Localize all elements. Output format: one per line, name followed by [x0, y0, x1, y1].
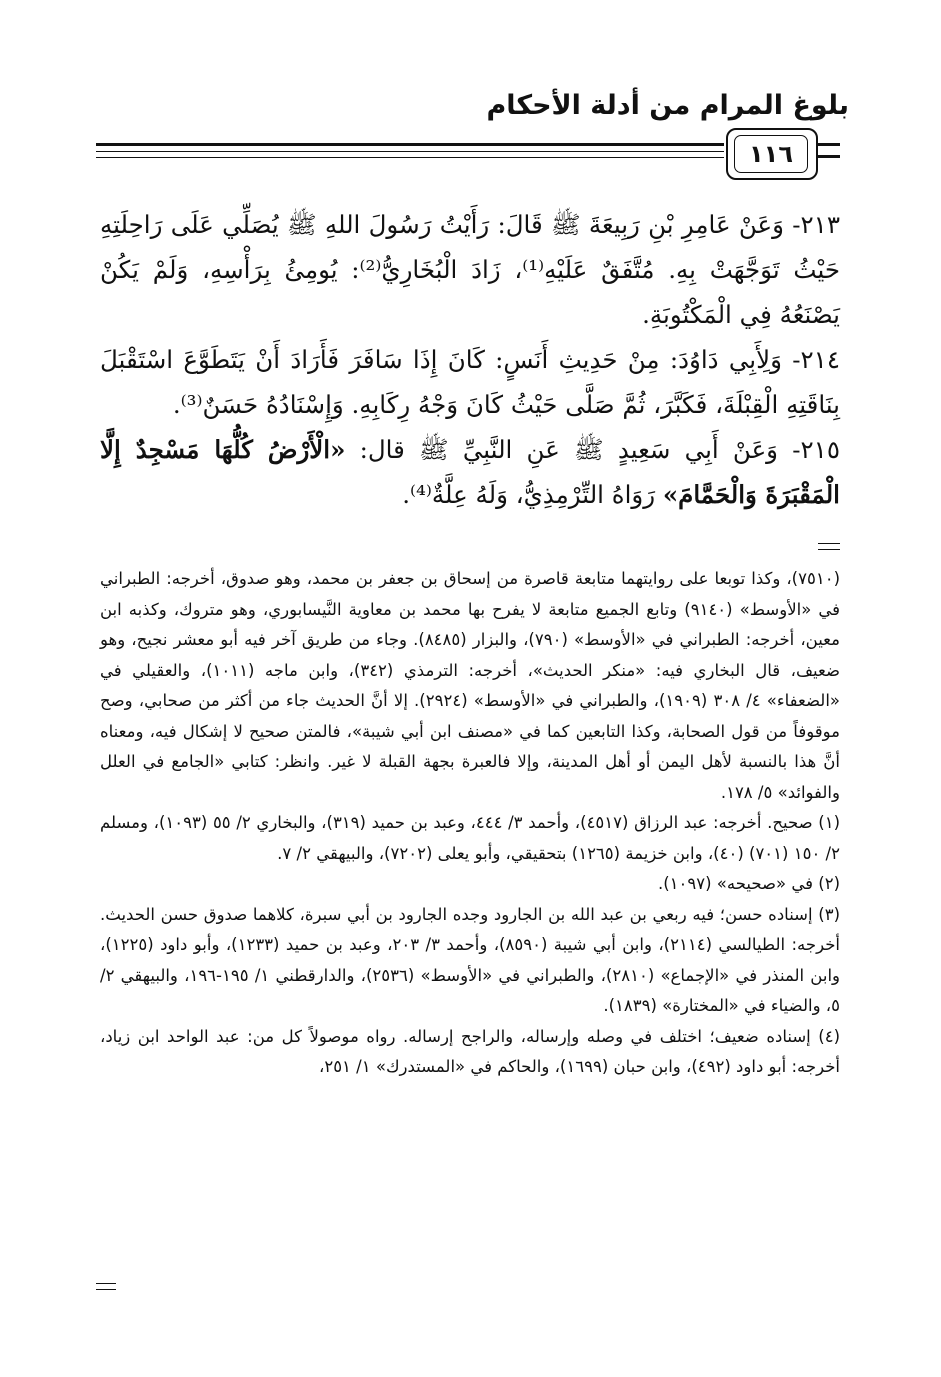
hadith-215: [100, 427, 840, 517]
header-rule-short: [818, 155, 840, 158]
header-rule-short: [818, 143, 840, 146]
footnotes: [100, 564, 840, 1083]
header-rule: [96, 157, 724, 158]
footnote-continuation: (٧٥١٠)، وكذا توبعا على روايتهما متابعة قاصرة من إسحاق بن جعفر بن محمد، وهو صدوق، أخرجه: الطبراني في «الأوسط» (٩١٤٠) وتابع الجميع متابعة لا يفرح بها محمد بن معاوية النَّيسابوري، وهو متروك، وكذبه ابن معين، أخرجه: الطبراني في «الأوسط» (٧٩٠)، والبزار (٨٤٨٥). وجاء من طريق آخر فيه أبو معشر نجيح، وهو ضعيف، قال البخاري فيه: «منكر الحديث»، أخرجه: الترمذي (٣٤٢)، وابن ماجه (١٠١١)، والعقيلي في «الضعفاء» ٤/ ٣٠٨ (١٩٠٩)، والطبراني في «الأوسط» (٢٩٢٤). إلا أنَّ الحديث جاء من أكثر من صحابي، وصح موقوفاً من قول الصحابة، وكذا التابعين كما في «مصنف ابن أبي شيبة»، فالمتن صحيح لا إشكال فيه، ومعناه أنَّ هذا بالنسبة لأهل اليمن أو أهل المدينة، وإلا فالعبرة بجهة القبلة لا غير. وانظر: كتابي «الجامع في العلل والفوائد» ٥/ ١٧٨.: [100, 569, 841, 802]
footnote-4: (٤) إسناده ضعيف؛ اختلف في وصله وإرساله، والراجح إرساله. رواه موصولاً كل من: عبد الواحد ابن زياد، أخرجه: أبو داود (٤٩٢)، وابن حبان (١٦٩٩)، والحاكم في «المستدرك» ١/ ٢٥١،: [100, 1026, 840, 1076]
hadith-213: ٢١٣- وَعَنْ عَامِرِ بْنِ رَبِيعَةَ ﷺ قَالَ: رَأَيْتُ رَسُولَ اللهِ ﷺ يُصَلِّي عَلَى رَاحِلَتِهِ حَيْثُ تَوَجَّهَتْ بِهِ. مُتَّفَقٌ عَلَيْهِ⁽¹⁾، زَادَ الْبُخَارِيُّ⁽²⁾: يُومِئُ بِرَأْسِهِ، وَلَمْ يَكُنْ يَصْنَعُهُ فِي الْمَكْتُوبَةِ.: [100, 210, 840, 329]
header-rule: [96, 151, 724, 152]
hadith-215-quote: «الْأَرْضُ كُلُّهَا مَسْجِدٌ إِلَّا الْمَقْبَرَةَ وَالْحَمَّامَ»: [100, 435, 840, 509]
running-header-title: بلوغ المرام من أدلة الأحكام: [486, 90, 849, 121]
hadith-214: ٢١٤- وَلِأَبِي دَاوُدَ: مِنْ حَدِيثِ أَنَسٍ: كَانَ إِذَا سَافَرَ فَأَرَادَ أَنْ يَتَطَوَّعَ اسْتَقْبَلَ بِنَاقَتِهِ الْقِبْلَةَ، فَكَبَّرَ، ثُمَّ صَلَّى حَيْثُ كَانَ وَجْهُ رِكَابِهِ. وَإِسْنَادُهُ حَسَنٌ⁽³⁾.: [100, 345, 840, 419]
header-rule: [96, 143, 724, 146]
footnote-3: (٣) إسناده حسن؛ فيه ربعي بن عبد الله بن الجارود وجده الجارود بن أبي سبرة، كلاهما صدوق حسن الحديث. أخرجه: الطيالسي (٢١١٤)، وابن أبي شيبة (٨٥٩٠)، وأحمد ٣/ ٢٠٣، وعبد بن حميد (١٢٣٣)، وأبو داود (١٢٢٥)، وابن المنذر في «الإجماع» (٢٨١٠)، والطبراني في «الأوسط» (٢٥٣٦)، والدارقطني ١/ ١٩٥-١٩٦، والبيهقي ٢/ ٥، والضياء في «المختارة» (١٨٣٩).: [100, 904, 841, 1015]
footnote-2: (٢) في «صحيحه» (١٠٩٧).: [657, 874, 840, 893]
continuation-mark: [96, 1283, 116, 1295]
hadith-215-intro: ٢١٥- وَعَنْ أَبِي سَعِيدٍ ﷺ عَنِ النَّبِيِّ ﷺ قال:: [345, 435, 840, 464]
footnote-separator: [818, 543, 840, 555]
page-number: ١١٦: [734, 135, 808, 173]
hadith-215-source: رَوَاهُ التِّرْمِذِيُّ، وَلَهُ عِلَّةٌ⁽⁴⁾.: [402, 480, 663, 509]
footnote-1: (١) صحيح. أخرجه: عبد الرزاق (٤٥١٧)، وأحمد ٣/ ٤٤٤، وعبد بن حميد (٣١٩)، والبخاري ٢/ ٥٥ (١٠٩٣)، ومسلم ٢/ ١٥٠ (٧٠١) (٤٠)، وابن خزيمة (١٢٦٥) بتحقيقي، وأبو يعلى (٧٢٠٢)، والبيهقي ٢/ ٧.: [100, 813, 841, 863]
main-text: [100, 202, 840, 517]
